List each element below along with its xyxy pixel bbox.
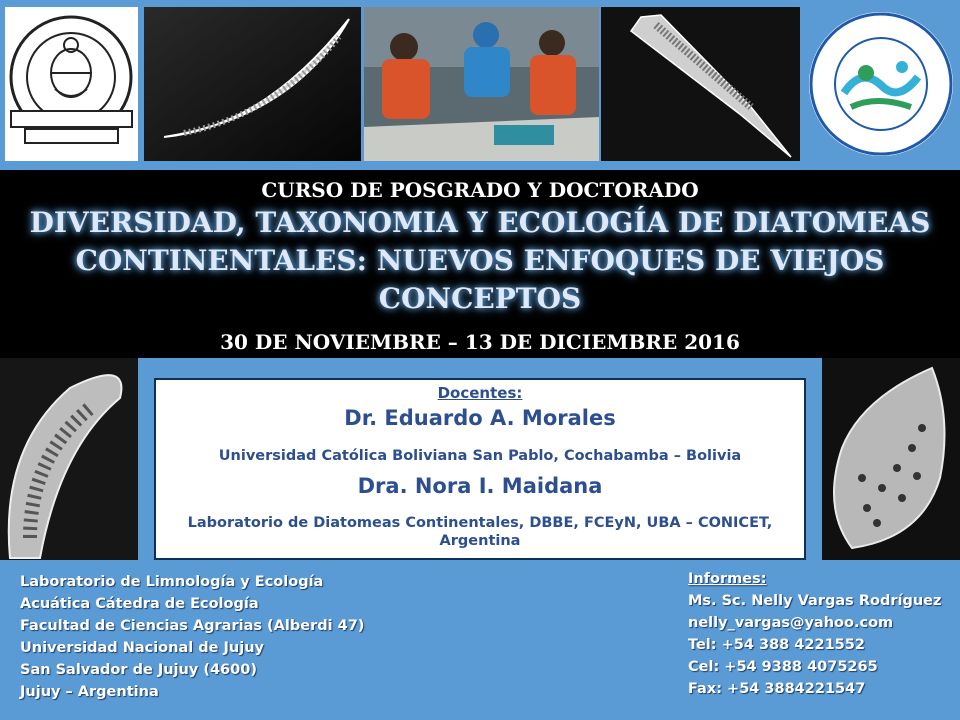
unju-seal-icon [5,7,138,161]
address-line: San Salvador de Jujuy (4600) [20,662,257,678]
informes-block [688,568,941,700]
docentes-box [154,378,806,560]
title-band [0,170,960,358]
diatom-image [0,358,138,560]
diatom-image [601,7,800,161]
teacher-1-name: Dr. Eduardo A. Morales [344,406,616,430]
contact-cel: Cel: +54 9388 4075265 [688,659,878,675]
informes-heading: Informes: [688,571,767,587]
lab-seal-icon [806,7,956,161]
address-line: Acuática Cátedra de Ecología [20,596,259,612]
teacher-2-name: Dra. Nora I. Maidana [357,474,603,498]
address-line: Universidad Nacional de Jujuy [20,640,264,656]
address-block [20,571,364,703]
course-type: CURSO DE POSGRADO Y DOCTORADO [261,178,699,202]
teacher-1-affiliation: Universidad Católica Boliviana San Pablo, Cochabamba – Bolivia [218,448,742,464]
contact-email: nelly_vargas@yahoo.com [688,615,894,631]
field-photo [364,7,599,161]
address-line: Facultad de Ciencias Agrarias (Alberdi 47) [20,618,365,634]
header-image-strip [0,0,960,170]
contact-fax: Fax: +54 3884221547 [688,681,866,697]
address-line: Jujuy – Argentina [20,684,159,700]
contact-tel: Tel: +54 388 4221552 [688,637,865,653]
diatom-image [822,358,960,560]
address-line: Laboratorio de Limnología y Ecología [20,574,324,590]
course-dates: 30 DE NOVIEMBRE – 13 DE DICIEMBRE 2016 [220,330,740,354]
contact-name: Ms. Sc. Nelly Vargas Rodríguez [688,593,942,609]
teacher-2-affiliation: Laboratorio de Diatomeas Continentales, DBBE, FCEyN, UBA – CONICET, Argentina [187,515,773,549]
docentes-heading: Docentes: [437,384,523,402]
diatom-image [144,7,361,161]
course-title: DIVERSIDAD, TAXONOMIA Y ECOLOGÍA DE DIATOMEAS CONTINENTALES: NUEVOS ENFOQUES DE VIEJOS CONCEPTOS [29,206,931,315]
